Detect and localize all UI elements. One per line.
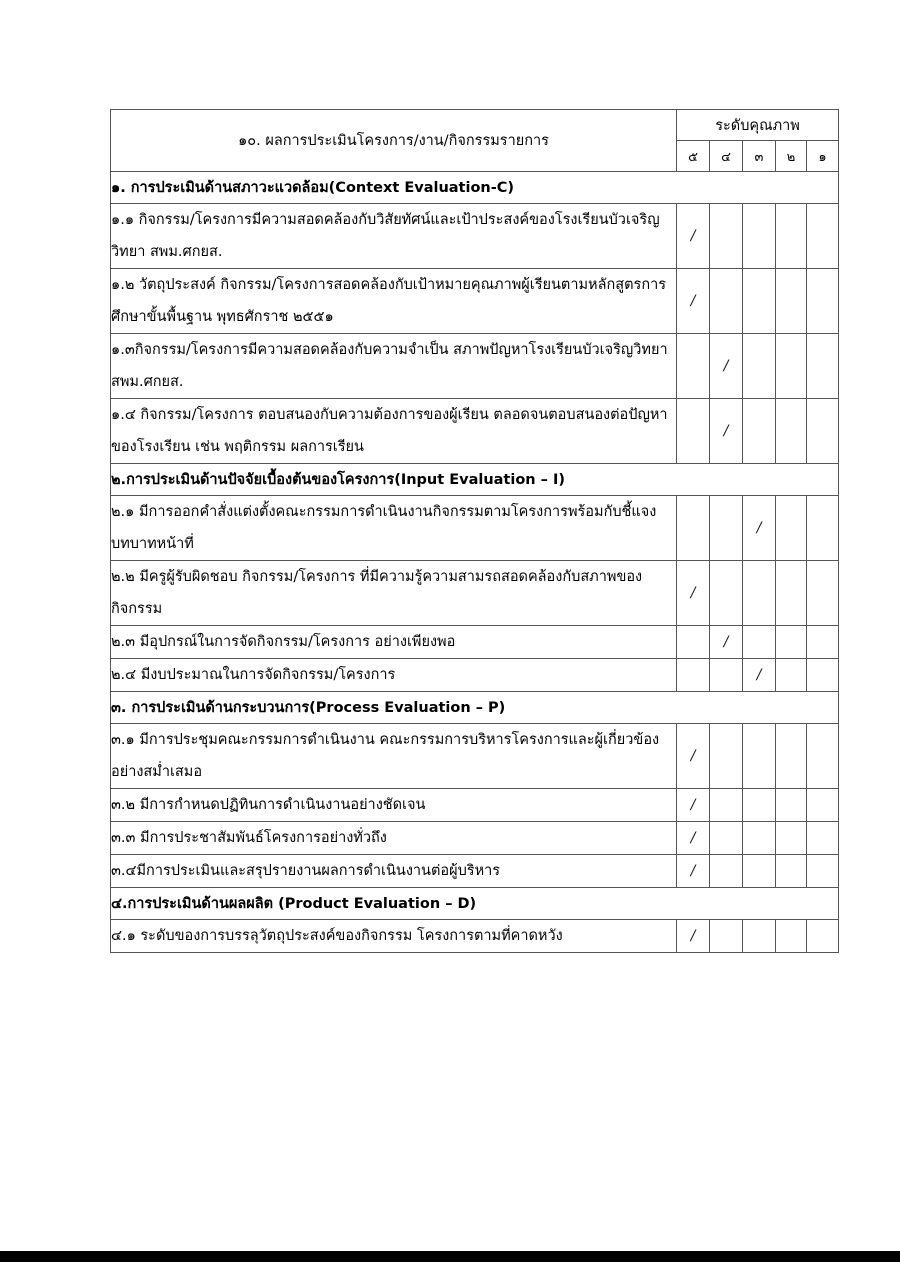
level-1-cell (807, 724, 839, 789)
criterion-text: ๑.๔ กิจกรรม/โครงการ ตอบสนองกับความต้องการของผู้เรียน ตลอดจนตอบสนองต่อปัญหาของโรงเรียน เช่น พฤติกรรม ผลการเรียน (111, 399, 677, 464)
level-4-header: ๔ (710, 141, 743, 172)
table-row (111, 496, 839, 561)
level-1-cell (807, 496, 839, 561)
level-4-cell (710, 724, 743, 789)
level-5-cell (677, 204, 710, 269)
level-3-cell (743, 496, 776, 561)
check-mark: / (723, 358, 729, 374)
section-title: ๑. การประเมินด้านสภาวะแวดล้อม(Context Evaluation-C) (111, 172, 839, 204)
level-5-cell (677, 920, 710, 953)
level-5-cell (677, 399, 710, 464)
level-4-cell (710, 626, 743, 659)
level-5-header: ๕ (677, 141, 710, 172)
table-row (111, 626, 839, 659)
section-row (111, 464, 839, 496)
level-3-cell (743, 659, 776, 692)
level-1-header: ๑ (807, 141, 839, 172)
check-mark: / (723, 423, 729, 439)
level-2-cell (776, 334, 807, 399)
criterion-text: ๓.๑ มีการประชุมคณะกรรมการดำเนินงาน คณะกรรมการบริหารโครงการและผู้เกี่ยวข้องอย่างสม่ำเสมอ (111, 724, 677, 789)
level-1-cell (807, 920, 839, 953)
level-3-cell (743, 724, 776, 789)
section-row (111, 692, 839, 724)
check-mark: / (690, 928, 696, 944)
level-2-cell (776, 855, 807, 888)
level-4-cell (710, 822, 743, 855)
table-row (111, 855, 839, 888)
criterion-text: ๑.๑ กิจกรรม/โครงการมีความสอดคล้องกับวิสัยทัศน์และเป้าประสงค์ของโรงเรียนบัวเจริญวิทยา สพม.ศกยส. (111, 204, 677, 269)
level-1-cell (807, 334, 839, 399)
level-2-cell (776, 399, 807, 464)
level-3-cell (743, 399, 776, 464)
check-mark: / (690, 797, 696, 813)
table-row (111, 659, 839, 692)
criterion-text: ๓.๒ มีการกำหนดปฏิทินการดำเนินงานอย่างชัดเจน (111, 789, 677, 822)
check-mark: / (690, 830, 696, 846)
level-1-cell (807, 855, 839, 888)
level-4-cell (710, 399, 743, 464)
level-4-cell (710, 204, 743, 269)
level-4-cell (710, 561, 743, 626)
bottom-bar (0, 1251, 900, 1262)
section-title: ๔.การประเมินด้านผลผลิต (Product Evaluation – D) (111, 888, 839, 920)
level-2-cell (776, 561, 807, 626)
table-row (111, 204, 839, 269)
level-2-cell (776, 789, 807, 822)
table-row (111, 334, 839, 399)
level-3-cell (743, 920, 776, 953)
level-5-cell (677, 789, 710, 822)
section-row (111, 172, 839, 204)
level-1-cell (807, 269, 839, 334)
quality-level-header: ระดับคุณภาพ (677, 110, 839, 141)
table-row (111, 724, 839, 789)
criterion-text: ๓.๓ มีการประชาสัมพันธ์โครงการอย่างทั่วถึง (111, 822, 677, 855)
criterion-text: ๓.๔มีการประเมินและสรุปรายงานผลการดำเนินงานต่อผู้บริหาร (111, 855, 677, 888)
level-4-cell (710, 920, 743, 953)
table-row (111, 920, 839, 953)
table-row (111, 399, 839, 464)
check-mark: / (690, 228, 696, 244)
level-4-cell (710, 789, 743, 822)
table-row (111, 822, 839, 855)
table-title: ๑๐. ผลการประเมินโครงการ/งาน/กิจกรรมรายการ (111, 110, 677, 172)
level-5-cell (677, 855, 710, 888)
check-mark: / (690, 585, 696, 601)
criterion-text: ๒.๓ มีอุปกรณ์ในการจัดกิจกรรม/โครงการ อย่างเพียงพอ (111, 626, 677, 659)
table-row (111, 269, 839, 334)
level-3-cell (743, 204, 776, 269)
section-title: ๒.การประเมินด้านปัจจัยเบื้องต้นของโครงการ(Input Evaluation – I) (111, 464, 839, 496)
level-2-cell (776, 724, 807, 789)
level-4-cell (710, 496, 743, 561)
level-3-cell (743, 561, 776, 626)
level-1-cell (807, 789, 839, 822)
level-2-header: ๒ (776, 141, 807, 172)
level-1-cell (807, 399, 839, 464)
level-5-cell (677, 269, 710, 334)
level-1-cell (807, 659, 839, 692)
criterion-text: ๒.๒ มีครูผู้รับผิดชอบ กิจกรรม/โครงการ ที่มีความรู้ความสามรถสอดคล้องกับสภาพของกิจกรรม (111, 561, 677, 626)
level-5-cell (677, 561, 710, 626)
level-1-cell (807, 626, 839, 659)
criterion-text: ๑.๓กิจกรรม/โครงการมีความสอดคล้องกับความจำเป็น สภาพปัญหาโรงเรียนบัวเจริญวิทยา สพม.ศกยส. (111, 334, 677, 399)
level-5-cell (677, 822, 710, 855)
level-3-cell (743, 855, 776, 888)
level-2-cell (776, 626, 807, 659)
level-1-cell (807, 561, 839, 626)
check-mark: / (690, 748, 696, 764)
section-title: ๓. การประเมินด้านกระบวนการ(Process Evaluation – P) (111, 692, 839, 724)
level-5-cell (677, 626, 710, 659)
criterion-text: ๔.๑ ระดับของการบรรลุวัตถุประสงค์ของกิจกรรม โครงการตามที่คาดหวัง (111, 920, 677, 953)
level-4-cell (710, 269, 743, 334)
level-5-cell (677, 334, 710, 399)
evaluation-table (110, 109, 839, 953)
level-2-cell (776, 659, 807, 692)
section-row (111, 888, 839, 920)
check-mark: / (690, 293, 696, 309)
level-4-cell (710, 334, 743, 399)
level-4-cell (710, 659, 743, 692)
criterion-text: ๒.๑ มีการออกคำสั่งแต่งตั้งคณะกรรมการดำเนินงานกิจกรรมตามโครงการพร้อมกับชี้แจงบทบาทหน้าที่ (111, 496, 677, 561)
check-mark: / (690, 863, 696, 879)
check-mark: / (756, 667, 762, 683)
level-1-cell (807, 204, 839, 269)
level-5-cell (677, 496, 710, 561)
level-3-header: ๓ (743, 141, 776, 172)
check-mark: / (756, 520, 762, 536)
level-3-cell (743, 334, 776, 399)
check-mark: / (723, 634, 729, 650)
level-2-cell (776, 496, 807, 561)
level-2-cell (776, 269, 807, 334)
table-row (111, 561, 839, 626)
table-row (111, 789, 839, 822)
level-2-cell (776, 920, 807, 953)
level-2-cell (776, 822, 807, 855)
level-5-cell (677, 724, 710, 789)
level-5-cell (677, 659, 710, 692)
criterion-text: ๑.๒ วัตถุประสงค์ กิจกรรม/โครงการสอดคล้องกับเป้าหมายคุณภาพผู้เรียนตามหลักสูตรการศึกษาขั้นพื้นฐาน พุทธศักราช ๒๕๕๑ (111, 269, 677, 334)
level-1-cell (807, 822, 839, 855)
table-body (111, 172, 839, 953)
level-3-cell (743, 789, 776, 822)
level-3-cell (743, 626, 776, 659)
level-4-cell (710, 855, 743, 888)
level-3-cell (743, 822, 776, 855)
criterion-text: ๒.๔ มีงบประมาณในการจัดกิจกรรม/โครงการ (111, 659, 677, 692)
level-2-cell (776, 204, 807, 269)
level-3-cell (743, 269, 776, 334)
